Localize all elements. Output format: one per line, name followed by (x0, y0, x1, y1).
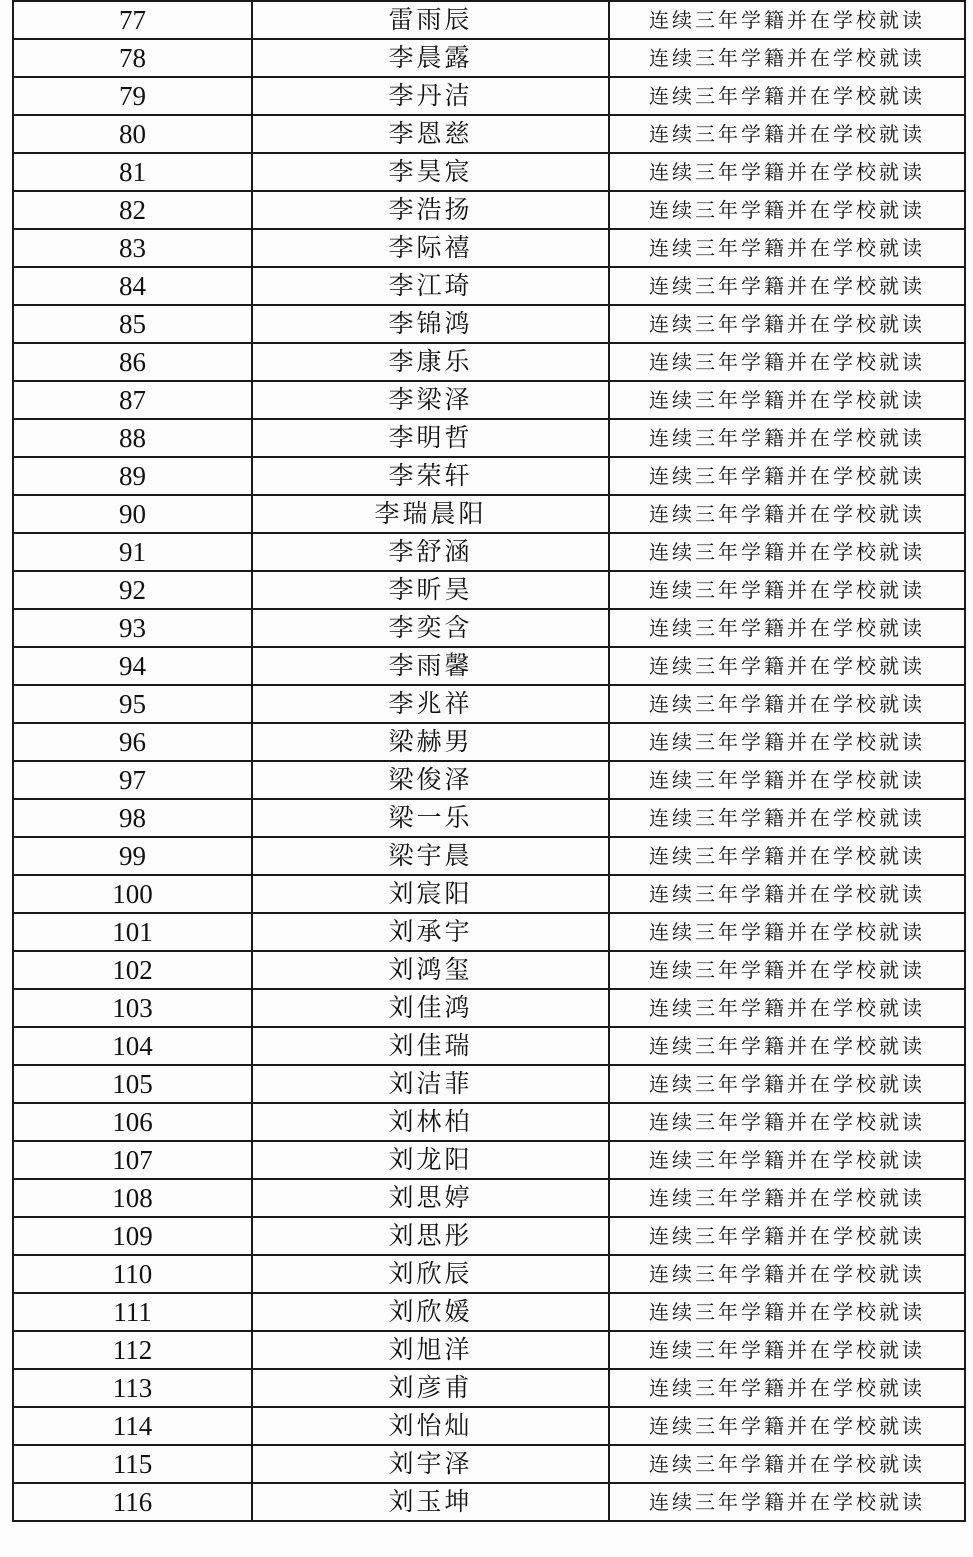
student-name: 刘旭洋 (252, 1331, 609, 1369)
enrollment-status: 连续三年学籍并在学校就读 (609, 1, 965, 39)
row-number: 94 (13, 647, 252, 685)
table-row (13, 685, 965, 723)
row-number: 101 (13, 913, 252, 951)
row-number: 84 (13, 267, 252, 305)
row-number: 82 (13, 191, 252, 229)
table-row (13, 913, 965, 951)
student-roster-table (12, 0, 966, 1522)
table-row (13, 1483, 965, 1521)
enrollment-status: 连续三年学籍并在学校就读 (609, 1407, 965, 1445)
student-name: 刘彦甫 (252, 1369, 609, 1407)
row-number: 80 (13, 115, 252, 153)
row-number: 87 (13, 381, 252, 419)
student-name: 刘洁菲 (252, 1065, 609, 1103)
student-name: 刘佳瑞 (252, 1027, 609, 1065)
table-row (13, 533, 965, 571)
enrollment-status: 连续三年学籍并在学校就读 (609, 647, 965, 685)
student-name: 梁赫男 (252, 723, 609, 761)
row-number: 99 (13, 837, 252, 875)
student-name: 李昊宸 (252, 153, 609, 191)
student-name: 李康乐 (252, 343, 609, 381)
table-row (13, 723, 965, 761)
enrollment-status: 连续三年学籍并在学校就读 (609, 1255, 965, 1293)
student-name: 李昕昊 (252, 571, 609, 609)
table-row (13, 457, 965, 495)
student-name: 刘欣辰 (252, 1255, 609, 1293)
enrollment-status: 连续三年学籍并在学校就读 (609, 229, 965, 267)
enrollment-status: 连续三年学籍并在学校就读 (609, 571, 965, 609)
row-number: 93 (13, 609, 252, 647)
table-row (13, 419, 965, 457)
row-number: 91 (13, 533, 252, 571)
enrollment-status: 连续三年学籍并在学校就读 (609, 799, 965, 837)
table-row (13, 1217, 965, 1255)
row-number: 98 (13, 799, 252, 837)
row-number: 116 (13, 1483, 252, 1521)
enrollment-status: 连续三年学籍并在学校就读 (609, 1369, 965, 1407)
table-row (13, 1369, 965, 1407)
row-number: 89 (13, 457, 252, 495)
enrollment-status: 连续三年学籍并在学校就读 (609, 1217, 965, 1255)
student-name: 刘宸阳 (252, 875, 609, 913)
row-number: 92 (13, 571, 252, 609)
table-row (13, 761, 965, 799)
table-row (13, 1293, 965, 1331)
student-name: 刘思婷 (252, 1179, 609, 1217)
row-number: 103 (13, 989, 252, 1027)
enrollment-status: 连续三年学籍并在学校就读 (609, 457, 965, 495)
enrollment-status: 连续三年学籍并在学校就读 (609, 913, 965, 951)
student-name: 梁一乐 (252, 799, 609, 837)
enrollment-status: 连续三年学籍并在学校就读 (609, 685, 965, 723)
student-name: 李锦鸿 (252, 305, 609, 343)
table-row (13, 1141, 965, 1179)
row-number: 112 (13, 1331, 252, 1369)
student-name: 刘鸿玺 (252, 951, 609, 989)
row-number: 109 (13, 1217, 252, 1255)
student-name: 李丹洁 (252, 77, 609, 115)
row-number: 95 (13, 685, 252, 723)
student-name: 刘龙阳 (252, 1141, 609, 1179)
student-name: 李舒涵 (252, 533, 609, 571)
table-row (13, 191, 965, 229)
table-row (13, 495, 965, 533)
student-name: 李际禧 (252, 229, 609, 267)
student-name: 雷雨辰 (252, 1, 609, 39)
enrollment-status: 连续三年学籍并在学校就读 (609, 77, 965, 115)
row-number: 97 (13, 761, 252, 799)
table-row (13, 1, 965, 39)
student-name: 李晨露 (252, 39, 609, 77)
row-number: 83 (13, 229, 252, 267)
table-row (13, 1065, 965, 1103)
row-number: 81 (13, 153, 252, 191)
enrollment-status: 连续三年学籍并在学校就读 (609, 723, 965, 761)
row-number: 115 (13, 1445, 252, 1483)
enrollment-status: 连续三年学籍并在学校就读 (609, 153, 965, 191)
enrollment-status: 连续三年学籍并在学校就读 (609, 115, 965, 153)
table-row (13, 381, 965, 419)
row-number: 104 (13, 1027, 252, 1065)
row-number: 90 (13, 495, 252, 533)
table-row (13, 571, 965, 609)
student-name: 刘欣媛 (252, 1293, 609, 1331)
enrollment-status: 连续三年学籍并在学校就读 (609, 837, 965, 875)
student-name: 李浩扬 (252, 191, 609, 229)
table-row (13, 609, 965, 647)
student-name: 刘玉坤 (252, 1483, 609, 1521)
table-row (13, 153, 965, 191)
table-row (13, 837, 965, 875)
student-name: 李奕含 (252, 609, 609, 647)
enrollment-status: 连续三年学籍并在学校就读 (609, 1103, 965, 1141)
table-row (13, 989, 965, 1027)
row-number: 79 (13, 77, 252, 115)
row-number: 100 (13, 875, 252, 913)
table-row (13, 77, 965, 115)
student-name: 李瑞晨阳 (252, 495, 609, 533)
table-row (13, 951, 965, 989)
student-name: 刘佳鸿 (252, 989, 609, 1027)
table-row (13, 647, 965, 685)
row-number: 105 (13, 1065, 252, 1103)
enrollment-status: 连续三年学籍并在学校就读 (609, 1065, 965, 1103)
row-number: 77 (13, 1, 252, 39)
student-name: 李雨馨 (252, 647, 609, 685)
enrollment-status: 连续三年学籍并在学校就读 (609, 875, 965, 913)
row-number: 86 (13, 343, 252, 381)
student-name: 李恩慈 (252, 115, 609, 153)
table-row (13, 1255, 965, 1293)
enrollment-status: 连续三年学籍并在学校就读 (609, 419, 965, 457)
student-name: 刘承宇 (252, 913, 609, 951)
enrollment-status: 连续三年学籍并在学校就读 (609, 1483, 965, 1521)
student-name: 梁宇晨 (252, 837, 609, 875)
enrollment-status: 连续三年学籍并在学校就读 (609, 305, 965, 343)
enrollment-status: 连续三年学籍并在学校就读 (609, 1331, 965, 1369)
student-name: 李荣轩 (252, 457, 609, 495)
enrollment-status: 连续三年学籍并在学校就读 (609, 1445, 965, 1483)
student-name: 李明哲 (252, 419, 609, 457)
row-number: 108 (13, 1179, 252, 1217)
student-name: 刘思彤 (252, 1217, 609, 1255)
row-number: 113 (13, 1369, 252, 1407)
enrollment-status: 连续三年学籍并在学校就读 (609, 39, 965, 77)
enrollment-status: 连续三年学籍并在学校就读 (609, 267, 965, 305)
enrollment-status: 连续三年学籍并在学校就读 (609, 1141, 965, 1179)
student-name: 李兆祥 (252, 685, 609, 723)
row-number: 78 (13, 39, 252, 77)
student-name: 刘林柏 (252, 1103, 609, 1141)
enrollment-status: 连续三年学籍并在学校就读 (609, 951, 965, 989)
row-number: 114 (13, 1407, 252, 1445)
student-name: 梁俊泽 (252, 761, 609, 799)
enrollment-status: 连续三年学籍并在学校就读 (609, 191, 965, 229)
enrollment-status: 连续三年学籍并在学校就读 (609, 609, 965, 647)
student-name: 李江琦 (252, 267, 609, 305)
table-row (13, 799, 965, 837)
row-number: 110 (13, 1255, 252, 1293)
table-row (13, 1445, 965, 1483)
enrollment-status: 连续三年学籍并在学校就读 (609, 989, 965, 1027)
table-row (13, 267, 965, 305)
enrollment-status: 连续三年学籍并在学校就读 (609, 381, 965, 419)
row-number: 102 (13, 951, 252, 989)
row-number: 88 (13, 419, 252, 457)
table-row (13, 229, 965, 267)
table-row (13, 343, 965, 381)
table-row (13, 39, 965, 77)
table-row (13, 115, 965, 153)
student-name: 刘宇泽 (252, 1445, 609, 1483)
table-row (13, 305, 965, 343)
table-row (13, 1103, 965, 1141)
table-row (13, 1407, 965, 1445)
table-row (13, 1027, 965, 1065)
enrollment-status: 连续三年学籍并在学校就读 (609, 1027, 965, 1065)
table-row (13, 1179, 965, 1217)
table-row (13, 875, 965, 913)
roster-body (13, 1, 965, 1521)
row-number: 107 (13, 1141, 252, 1179)
enrollment-status: 连续三年学籍并在学校就读 (609, 495, 965, 533)
student-name: 刘怡灿 (252, 1407, 609, 1445)
row-number: 106 (13, 1103, 252, 1141)
row-number: 96 (13, 723, 252, 761)
enrollment-status: 连续三年学籍并在学校就读 (609, 343, 965, 381)
enrollment-status: 连续三年学籍并在学校就读 (609, 1179, 965, 1217)
enrollment-status: 连续三年学籍并在学校就读 (609, 533, 965, 571)
student-name: 李梁泽 (252, 381, 609, 419)
table-row (13, 1331, 965, 1369)
enrollment-status: 连续三年学籍并在学校就读 (609, 1293, 965, 1331)
enrollment-status: 连续三年学籍并在学校就读 (609, 761, 965, 799)
row-number: 111 (13, 1293, 252, 1331)
row-number: 85 (13, 305, 252, 343)
